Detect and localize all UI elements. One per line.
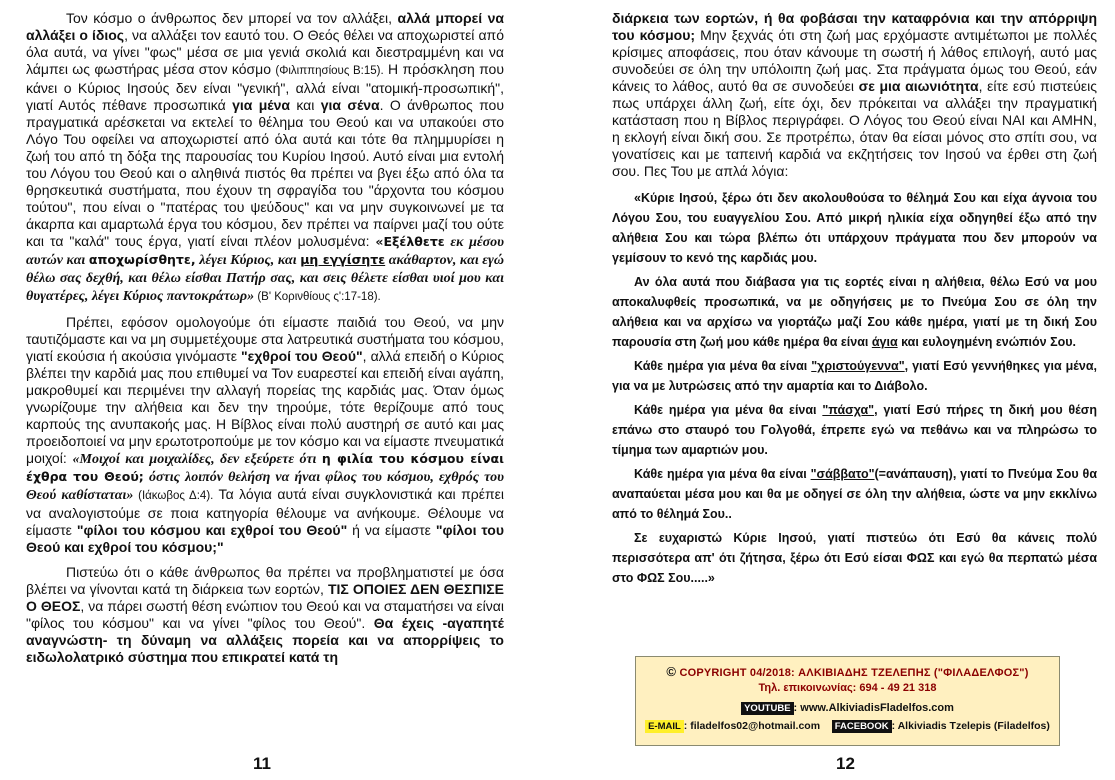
facebook-tag: FACEBOOK (832, 720, 892, 733)
text: , να αλλάξει τον εαυτό του. Ο Θεός θέλει να αποχωριστεί από όλα αυτά, να γίνει "φως" μέσα σε μια γενιά σκολιά και διεστραμμένη και να λάμπει ως φωστήρας μέσα στον κόσμο (26, 27, 504, 77)
contact-phone: Τηλ. επικοινωνίας: 694 - 49 21 318 (758, 682, 937, 694)
copyright-symbol: © (666, 664, 677, 679)
bold-text: ΤΙΣ ΟΠΟΙΕΣ ΔΕΝ ΘΕΣΠΙΣΕ Ο ΘΕΟΣ (26, 581, 505, 614)
underlined-text: άγια (871, 335, 898, 349)
text: Τον κόσμο ο άνθρωπος δεν μπορεί να τον αλλάξει, (66, 10, 398, 26)
text: , είτε εσύ πιστεύεις πως υπάρχει άλλη ζωή, είτε όχι, δεν πρόκειται να αλλάξει την πραγματική κατάσταση που η Βίβλος περιγράφει. Ο Λόγος του Θεού είναι ΝΑΙ και ΑΜΗΝ, η εκλογή είναι δική σου. Σε προτρέπω, όταν θα είσαι μόνος στο σπίτι σου, να γονατίσεις και με ταπεινή καρδιά να εκζητήσεις τον Ιησού να έρθει στη ζωή σου. Πες Του με απλά λόγια: (612, 78, 1097, 179)
email-tag: E-MAIL (645, 720, 684, 733)
youtube-url: : www.AlkiviadisFladelfos.com (793, 702, 954, 714)
quote-bold: «Εξέλθετε (375, 234, 445, 249)
page-11 (0, 0, 540, 780)
quote-italic: ακάθαρτον, και εγώ θέλω σας δεχθή, και θέλω είσθαι Πατήρ σας, και σεις θέλετε είσθαι υιοί μου και θυγατέρες, λέγει Κύριος παντοκράτωρ» (26, 253, 504, 304)
prayer-paragraph-3 (612, 356, 1097, 396)
youtube-line (636, 702, 1059, 715)
bold-text: για μένα (232, 97, 290, 113)
text: Κάθε ημέρα για μένα θα είναι (634, 359, 812, 373)
quote-italic: λέγει Κύριος, και (195, 253, 301, 268)
text: Η πρόσκληση που κάνει ο Κύριος Ιησούς δεν είναι "γενική", αλλά είναι "ατομική-προσωπική", γιατί Αυτός πέθανε προσωπικά (26, 61, 504, 113)
paragraph-1 (26, 10, 504, 306)
underlined-text: "σάββατο" (810, 467, 875, 481)
prayer-block (612, 188, 1097, 588)
youtube-tag: YOUTUBE (741, 702, 793, 715)
bold-text: διάρκεια των εορτών, ή θα φοβάσαι την καταφρόνια και την απόρριψη του κόσμου; (612, 10, 1097, 43)
text: , γιατί Εσύ πήρες τη δική μου θέση επάνω στο σταυρό του Γολγοθά, έπρεπε εγώ να πεθάνω και να πληρώσω το τίμημα των αμαρτιών μου. (612, 403, 1097, 457)
text: . Ο άνθρωπος που πραγματικά αρέσκεται να εκτελεί το θέλημα του Θεού και να υπακούει στο Λόγο Του οφείλει να αποχωριστεί από όλα αυτά και τότε θα πλημμυρίσει η ζωή του από τη δόξα της παρουσίας του Κυρίου Ιησού. Αυτό είναι μια εντολή του Λόγου του Θεού και ο αληθινά πιστός θα πρέπει να βγει έξω από όλα τα θρησκευτικά συστήματα, που έχουν τη σφραγίδα του "άρχοντα του κόσμου τούτου", που είναι ο "πατέρας του ψεύδους" και να μην συγκοινωνεί με τα άκαρπα και αμαρτωλά έργα του κόσμου, δεν πρέπει να παίρνει μαζί του ούτε και τα "καλά" τους έργα, γιατί είναι πλέον μολυσμένα: (26, 97, 504, 249)
text: Πρέπει, εφόσον ομολογούμε ότι είμαστε παιδιά του Θεού, να μην ταυτιζόμαστε και να μη συμμετέχουμε στα λατρευτικά συστήματα του κόσμου, γιατί εκούσια ή ακούσια γινόμαστε (26, 314, 504, 364)
prayer-paragraph-2 (612, 272, 1097, 352)
scripture-reference: (Φιλιππησίους Β:15). (275, 65, 384, 77)
page-number: 11 (253, 754, 271, 773)
text: Κάθε ημέρα για μένα θα είναι (634, 467, 811, 481)
bold-text: για σένα (320, 97, 380, 113)
text: ή να είμαστε (347, 522, 436, 538)
text: Τα λόγια αυτά είναι συγκλονιστικά και πρέπει να αναλογιστούμε σε ποια κατηγορία θέλουμε να ανήκουμε. Θέλουμε να είμαστε (26, 486, 504, 538)
bold-text: "φίλοι του κόσμου και εχθροί του Θεού" (76, 522, 348, 538)
prayer-paragraph-6: Σε ευχαριστώ Κύριε Ιησού, γιατί πιστεύω ότι Εσύ θα κάνεις πολύ περισσότερα απ' ότι ζήτησα, ξέρω ότι Εσύ είσαι ΦΩΣ και εγώ θα περπατώ μέσα στο ΦΩΣ Σου.....» (612, 531, 1097, 585)
bold-text: "φίλοι του Θεού και εχθροί του κόσμου;" (26, 522, 504, 555)
bold-text: "εχθροί του Θεού" (241, 348, 363, 364)
paragraph-3 (26, 564, 504, 666)
quote-italic: εκ μέσου αυτών και (26, 235, 504, 268)
quote-italic: «Μοιχοί και μοιχαλίδες, δεν εξεύρετε ότι (72, 452, 322, 467)
text: , αλλά επειδή ο Κύριος βλέπει την καρδιά μας που επιθυμεί να Τον ευαρεστεί και επειδή είναι αγάπη, μακροθυμεί και περιμένει την αλλαγή πορείας της καρδιάς μας. Όταν όμως γνωρίζουμε την αλήθεια και δεν την τηρούμε, τότε θερίζουμε από τους καρπούς της ανυπακοής μας. Η Βίβλος είναι πολύ αυστηρή σε αυτό και μας προειδοποιεί να μην ερωτοτροπούμε με τον κόσμο και να είμαστε πνευματικά μοιχοί: (26, 348, 504, 466)
right-column-text (612, 10, 1097, 588)
text: (=ανάπαυση), γιατί το Πνεύμα Σου θα αναπαύεται μέσα μου και θα με οδηγεί σε όλη την αλήθεια, ώστε να μην εκκλίνω από το θέλημά Σου.. (612, 467, 1097, 521)
paragraph-2 (26, 314, 504, 556)
bold-text: αλλά μπορεί να αλλάξει ο ίδιος (26, 10, 504, 43)
bold-text: σε μια αιωνιότητα (858, 78, 979, 94)
copyright-text: COPYRIGHT 04/2018: ΑΛΚΙΒΙΑΔΗΣ ΤΖΕΛΕΠΗΣ ("ΦΙΛΑΔΕΛΦΟΣ") (679, 667, 1029, 679)
text: Κάθε ημέρα για μένα θα είναι (634, 403, 823, 417)
facebook-name: : Alkiviadis Tzelepis (Filadelfos) (891, 720, 1050, 732)
prayer-paragraph-5 (612, 464, 1097, 524)
prayer-paragraph-1: «Κύριε Ιησού, ξέρω ότι δεν ακολουθούσα το θέλημά Σου και είχα άγνοια του Λόγου Σου, του ευαγγελίου Σου. Από μικρή ηλικία είχα οδηγηθεί έξω από την αλήθεια Σου και τώρα βλέπω ότι υπάρχουν πράγματα που δεν μπορούν να γεμίσουν το κενό της καρδιάς μου. (612, 191, 1097, 265)
copyright-box (635, 656, 1060, 746)
bold-text: Θα έχεις -αγαπητέ αναγνώστη- τη δύναμη να αλλάξεις πορεία και να απορρίψεις το ειδωλολατρικό σύστημα που επικρατεί κατά τη (26, 615, 504, 665)
underlined-text: "χριστούγεννα" (811, 359, 905, 373)
scripture-reference: (Β' Κορινθίους ς':17-18). (254, 291, 381, 303)
scripture-reference: (Ιάκωβος Δ:4). (133, 490, 214, 502)
paragraph-continued (612, 10, 1097, 180)
text: Πιστεύω ότι ο κάθε άνθρωπος θα πρέπει να προβληματιστεί με όσα βλέπει να γίνονται κατά τη διάρκεια των εορτών, (26, 564, 504, 597)
quote-bold: η φιλία του κόσμου είναι έχθρα του Θεού; (26, 451, 505, 484)
email-address: : filadelfos02@hotmail.com (683, 720, 821, 732)
quote-bold: μη εγγίσητε (300, 252, 386, 267)
text: και (289, 97, 321, 113)
text: Μην ξεχνάς ότι στη ζωή μας ερχόμαστε αντιμέτωποι με πολλές κρίσιμες αποφάσεις, που όταν κάνουμε τη σωστή ή λάθος επιλογή, αυτό μας συνοδεύει σε όλη την υπόλοιπη ζωή μας. Στα πράγματα όμως του Θεού, εάν κάνεις το λάθος, αυτό θα σε συνοδεύει (612, 27, 1097, 94)
quote-italic: όστις λοιπόν θελήση να ήναι φίλος του κόσμου, εχθρός του Θεού καθίσταται» (26, 470, 504, 503)
underlined-text: "πάσχα" (822, 403, 875, 417)
page-number: 12 (836, 754, 855, 773)
text: , γιατί Εσύ γεννήθηκες για μένα, για να με λυτρώσεις από την αμαρτία και το Διάβολο. (612, 359, 1098, 393)
text: , να πάρει σωστή θέση ενώπιον του Θεού και να σταματήσει να είναι "φίλος του κόσμου" και να γίνει "φίλος του Θεού". (26, 598, 504, 631)
text: Αν όλα αυτά που διάβασα για τις εορτές είναι η αλήθεια, θέλω Εσύ να μου αποκαλυφθείς προσωπικά, να με οδηγήσεις με το Πνεύμα Σου σε όλη την αλήθεια και να αρχίσω να γιορτάζω μαζί Σου κάθε ημέρα, γιατί με τη δική Σου παρουσία στη ζωή μου κάθε ημέρα θα είναι (612, 275, 1097, 349)
email-facebook-line (636, 720, 1059, 733)
text: και ευλογημένη ενώπιόν Σου. (897, 335, 1076, 349)
copyright-line (636, 664, 1059, 679)
left-column-text (26, 10, 504, 666)
prayer-paragraph-4 (612, 400, 1097, 460)
quote-bold: αποχωρίσθητε, (88, 252, 196, 267)
